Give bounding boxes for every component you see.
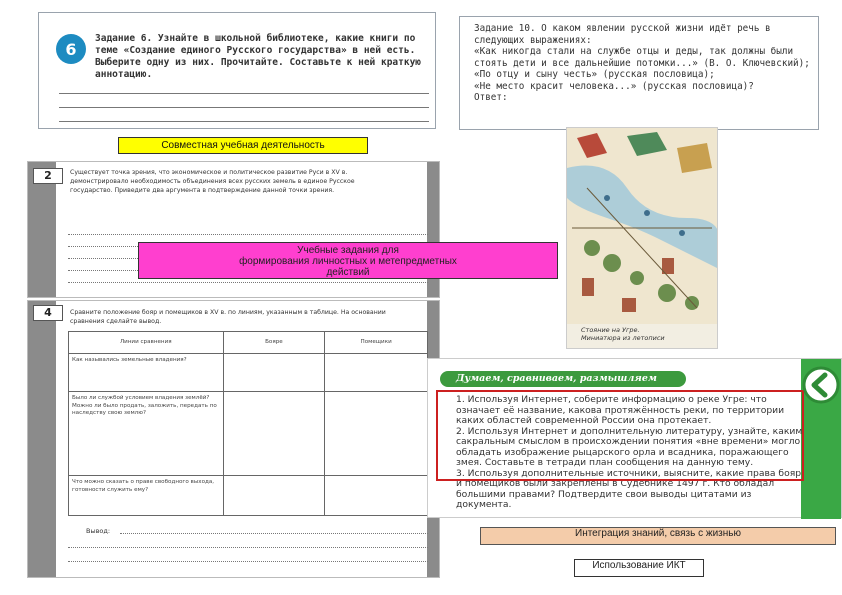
ict-label: Использование ИКТ: [574, 559, 704, 577]
worksheet2-text: Существует точка зрения, что экономическое и политическое развитие Руси в XV в. демонстрировало необходимость объединения всех русских земель в единое Русское государство. Приведите два аргумента в подтверждение данной точки зрения.: [70, 169, 355, 194]
worksheet-number: 4: [33, 305, 63, 321]
table-cell[interactable]: [223, 476, 325, 516]
table-cell[interactable]: [325, 354, 428, 392]
highlight-frame: [436, 390, 804, 481]
discussion-panel: [427, 358, 842, 518]
task10-text: Задание 10. О каком явлении русской жизни идёт речь в следующих выражениях: «Как никогда стали на службе отцы и деды, так должны были стоять дети и все дальнейшие потомки...» (В. О. Ключевский); «По отцу и сыну честь» (русская пословица); «Не место красит человека...» (русская пословица)? Ответ:: [474, 23, 810, 103]
task-badge-icon: 6: [56, 34, 86, 64]
personal-tasks-line1: Учебные задания для: [297, 245, 399, 256]
personal-tasks-line3: действий: [326, 267, 370, 278]
answer-line: [59, 93, 429, 94]
table-header-row: [69, 332, 428, 354]
table-row: [69, 354, 428, 392]
column-header: Помещики: [325, 332, 428, 354]
task10-card: [459, 16, 819, 130]
miniature-caption: Стояние на Угре. Миниатюра из летописи: [581, 326, 665, 342]
miniature-illustration: [567, 128, 717, 324]
personal-tasks-label: [138, 242, 558, 279]
discussion-item: 3. Используя дополнительные источники, выясните, какие права бояр и помещиков были закреплены в Судебнике 1497 г. Кто обладал большими правами? Подтвердите свои выводы цитатами из документа.: [456, 467, 802, 510]
joint-activity-label: Совместная учебная деятельность: [118, 137, 368, 154]
column-header: Линии сравнения: [69, 332, 224, 354]
personal-tasks-line2: формирования личностных и метепредметных: [239, 256, 457, 267]
row-label: Что можно сказать о праве свободного выхода, готовности служить ему?: [69, 476, 224, 516]
worksheet-4: [27, 300, 440, 578]
integration-label: Интеграция знаний, связь с жизнью: [480, 527, 836, 545]
table-cell[interactable]: [223, 354, 325, 392]
table-cell[interactable]: [325, 392, 428, 476]
answer-line: [68, 282, 428, 283]
back-button[interactable]: [801, 365, 841, 405]
column-header: Бояре: [223, 332, 325, 354]
conclusion-label: Вывод:: [86, 527, 111, 535]
answer-line: [68, 561, 428, 562]
row-label: Как назывались земельные владения?: [69, 354, 224, 392]
answer-line: [68, 547, 428, 548]
answer-line: [68, 234, 428, 235]
discussion-item: 1. Используя Интернет, соберите информацию о реке Угре: что означает её название, какова протяжённость реки, по территории каких областей современной России она протекает.: [456, 394, 785, 426]
worksheet-margin: [28, 301, 56, 577]
task6-text: Задание 6. Узнайте в школьной библиотеке, какие книги по теме «Создание единого Русского государства» в ней есть. Выберите одну из них. Прочитайте. Составьте к ней краткую аннотацию.: [95, 33, 422, 80]
table-cell[interactable]: [325, 476, 428, 516]
row-label: Было ли службой условием владения землёй? Можно ли было продать, заложить, передать по наследству свою землю?: [69, 392, 224, 476]
answer-line: [59, 107, 429, 108]
answer-line: [59, 121, 429, 122]
table-cell[interactable]: [223, 392, 325, 476]
discussion-item: 2. Используя Интернет и дополнительную литературу, узнайте, каким сакральным смыслом в происхождении понятия «вне времени» могло обладать изображение рыцарского орла и всадника, поражающего змея. Составьте в тетради план сообщения на данную тему.: [456, 425, 803, 468]
comparison-table: [68, 331, 428, 516]
ugra-miniature: [566, 127, 718, 349]
table-row: [69, 392, 428, 476]
back-arrow-icon: [801, 365, 841, 405]
answer-line: [120, 533, 428, 534]
task6-card: [38, 12, 436, 129]
table-row: [69, 476, 428, 516]
worksheet4-text: Сравните положение бояр и помещиков в XV в. по линиям, указанным в таблице. На основании сравнения сделайте вывод.: [70, 309, 386, 325]
discussion-banner: Думаем, сравниваем, размышляем: [440, 371, 686, 387]
worksheet-number: 2: [33, 168, 63, 184]
